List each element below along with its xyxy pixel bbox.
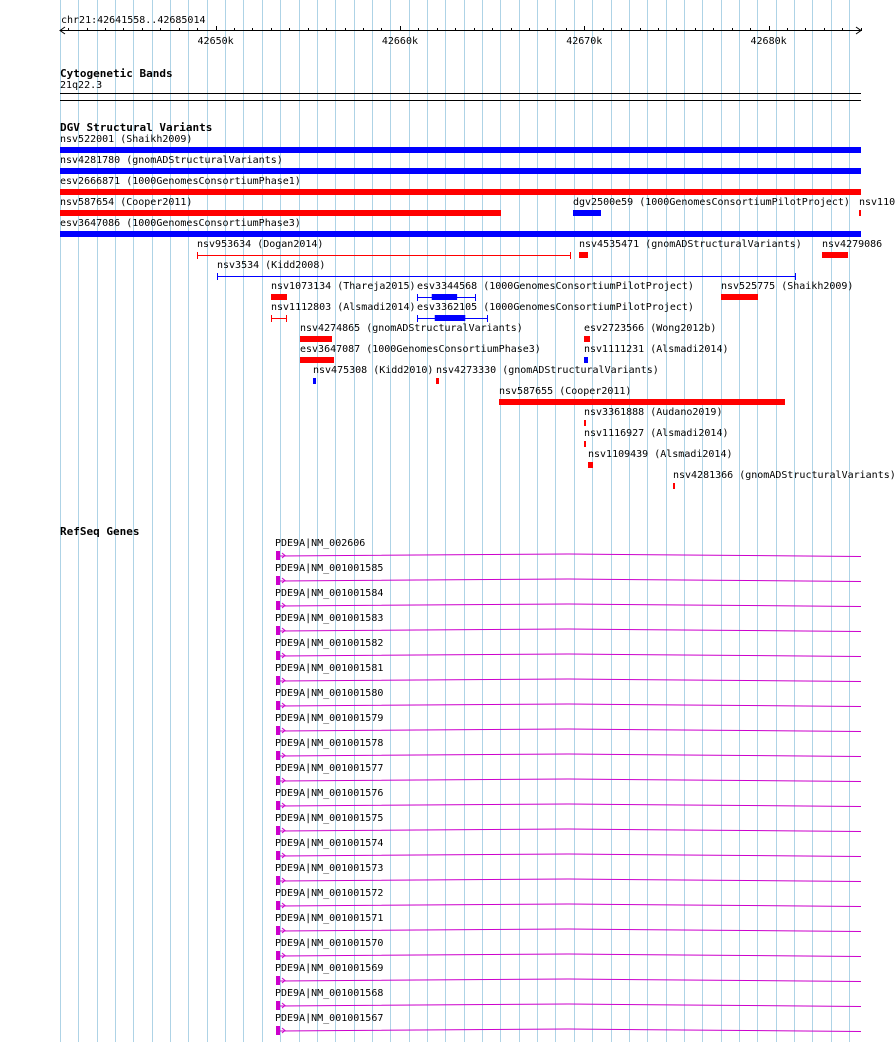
transcript-glyph[interactable] xyxy=(0,875,890,887)
transcript-label[interactable]: PDE9A|NM_001001572 xyxy=(275,888,384,899)
transcript-label[interactable]: PDE9A|NM_001001579 xyxy=(275,713,384,724)
variant-core-bar[interactable] xyxy=(435,315,466,321)
transcript-label[interactable]: PDE9A|NM_001001583 xyxy=(275,613,384,624)
transcript-label[interactable]: PDE9A|NM_001001576 xyxy=(275,788,384,799)
transcript-exon[interactable] xyxy=(276,926,280,935)
transcript-label[interactable]: PDE9A|NM_001001574 xyxy=(275,838,384,849)
transcript-exon[interactable] xyxy=(276,976,280,985)
variant-label[interactable]: nsv4281780 (gnomADStructuralVariants) xyxy=(60,155,283,166)
transcript-exon[interactable] xyxy=(276,576,280,585)
variant-label[interactable]: nsv3361888 (Audano2019) xyxy=(584,407,723,418)
transcript-label[interactable]: PDE9A|NM_001001573 xyxy=(275,863,384,874)
transcript-intron xyxy=(280,979,861,982)
variant-label[interactable]: esv3647086 (1000GenomesConsortiumPhase3) xyxy=(60,218,301,229)
transcript-exon[interactable] xyxy=(276,651,280,660)
transcript-intron xyxy=(280,804,861,807)
variant-bar[interactable] xyxy=(822,252,848,258)
transcript-exon[interactable] xyxy=(276,601,280,610)
transcript-exon[interactable] xyxy=(276,626,280,635)
variant-label[interactable]: nsv587654 (Cooper2011) xyxy=(60,197,193,208)
transcript-exon[interactable] xyxy=(276,726,280,735)
variant-label[interactable]: nsv1109439 (Alsmadi2014) xyxy=(588,449,733,460)
transcript-glyph[interactable] xyxy=(0,725,890,737)
refseq-track-title: RefSeq Genes xyxy=(60,525,140,538)
transcript-label[interactable]: PDE9A|NM_002606 xyxy=(275,538,366,549)
variant-label[interactable]: esv2666871 (1000GenomesConsortiumPhase1) xyxy=(60,176,301,187)
transcript-exon[interactable] xyxy=(276,901,280,910)
transcript-label[interactable]: PDE9A|NM_001001584 xyxy=(275,588,384,599)
transcript-label[interactable]: PDE9A|NM_001001577 xyxy=(275,763,384,774)
variant-bar[interactable] xyxy=(436,378,439,384)
transcript-glyph[interactable] xyxy=(0,700,890,712)
variant-bar[interactable] xyxy=(673,483,675,489)
variant-label[interactable]: nsv525775 (Shaikh2009) xyxy=(721,281,854,292)
variant-bar[interactable] xyxy=(584,357,588,363)
variant-bar[interactable] xyxy=(499,399,785,405)
transcript-label[interactable]: PDE9A|NM_001001571 xyxy=(275,913,384,924)
variant-bar[interactable] xyxy=(584,420,586,426)
transcript-exon[interactable] xyxy=(276,876,280,885)
variant-glyph[interactable] xyxy=(0,252,890,262)
transcript-glyph[interactable] xyxy=(0,850,890,862)
transcript-glyph[interactable] xyxy=(0,675,890,687)
transcript-glyph[interactable] xyxy=(0,1000,890,1012)
variant-bar[interactable] xyxy=(60,168,861,174)
transcript-exon[interactable] xyxy=(276,676,280,685)
cytoband-label: 21q22.3 xyxy=(60,80,103,91)
variant-bar[interactable] xyxy=(721,294,758,300)
transcript-exon[interactable] xyxy=(276,701,280,710)
transcript-glyph[interactable] xyxy=(0,575,890,587)
variant-bar[interactable] xyxy=(588,462,593,468)
variant-label[interactable]: nsv4281366 (gnomADStructuralVariants) xyxy=(673,470,896,481)
variant-bar[interactable] xyxy=(60,231,861,237)
variant-label[interactable]: nsv587655 (Cooper2011) xyxy=(499,386,632,397)
transcript-label[interactable]: PDE9A|NM_001001567 xyxy=(275,1013,384,1024)
cytoband-ideogram-bottom xyxy=(60,100,861,101)
transcript-intron xyxy=(280,1004,861,1007)
transcript-glyph[interactable] xyxy=(0,650,890,662)
cytoband-ideogram-top xyxy=(60,93,861,94)
ruler-tick-label: 42670k xyxy=(566,36,603,47)
transcript-intron xyxy=(280,679,861,682)
transcript-glyph[interactable] xyxy=(0,925,890,937)
transcript-label[interactable]: PDE9A|NM_001001578 xyxy=(275,738,384,749)
variant-label[interactable]: nsv475308 (Kidd2010) xyxy=(313,365,434,376)
transcript-intron xyxy=(280,579,861,582)
transcript-intron xyxy=(280,854,861,857)
variant-label[interactable]: nsv1116927 (Alsmadi2014) xyxy=(584,428,729,439)
transcript-glyph[interactable] xyxy=(0,825,890,837)
transcript-glyph[interactable] xyxy=(0,975,890,987)
transcript-exon[interactable] xyxy=(276,826,280,835)
transcript-intron xyxy=(280,604,861,607)
variant-glyph[interactable] xyxy=(0,420,890,430)
transcript-intron xyxy=(280,1029,861,1032)
transcript-intron xyxy=(280,554,861,557)
transcript-exon[interactable] xyxy=(276,851,280,860)
variant-label[interactable]: nsv3534 (Kidd2008) xyxy=(217,260,326,271)
variant-glyph[interactable] xyxy=(0,441,890,451)
transcript-glyph[interactable] xyxy=(0,800,890,812)
variant-bar[interactable] xyxy=(60,189,861,195)
transcript-intron xyxy=(280,954,861,957)
transcript-label[interactable]: PDE9A|NM_001001581 xyxy=(275,663,384,674)
transcript-glyph[interactable] xyxy=(0,750,890,762)
transcript-glyph[interactable] xyxy=(0,550,890,562)
transcript-glyph[interactable] xyxy=(0,625,890,637)
variant-bar[interactable] xyxy=(584,336,590,342)
transcript-intron xyxy=(280,754,861,757)
variant-label[interactable]: nsv1073134 (Thareja2015) xyxy=(271,281,416,292)
transcript-exon[interactable] xyxy=(276,751,280,760)
transcript-label[interactable]: PDE9A|NM_001001580 xyxy=(275,688,384,699)
variant-bar[interactable] xyxy=(584,441,586,447)
variant-label[interactable]: esv3362105 (1000GenomesConsortiumPilotProject) xyxy=(417,302,694,313)
transcript-intron xyxy=(280,929,861,932)
transcript-exon[interactable] xyxy=(276,1026,280,1035)
transcript-glyph[interactable] xyxy=(0,600,890,612)
variant-glyph[interactable] xyxy=(0,378,890,388)
transcript-label[interactable]: PDE9A|NM_001001569 xyxy=(275,963,384,974)
transcript-glyph[interactable] xyxy=(0,775,890,787)
variant-label[interactable]: dgv2500e59 (1000GenomesConsortiumPilotProject) xyxy=(573,197,850,208)
variant-bar[interactable] xyxy=(859,210,861,216)
variant-label[interactable]: esv3647087 (1000GenomesConsortiumPhase3) xyxy=(300,344,541,355)
variant-label[interactable]: esv2723566 (Wong2012b) xyxy=(584,323,717,334)
ruler-tick-label: 42680k xyxy=(750,36,787,47)
transcript-label[interactable]: PDE9A|NM_001001570 xyxy=(275,938,384,949)
variant-glyph[interactable] xyxy=(0,399,890,409)
transcript-glyph[interactable] xyxy=(0,950,890,962)
transcript-exon[interactable] xyxy=(276,1001,280,1010)
variant-label[interactable]: nsv4273330 (gnomADStructuralVariants) xyxy=(436,365,659,376)
transcript-intron xyxy=(280,904,861,907)
transcript-label[interactable]: PDE9A|NM_001001575 xyxy=(275,813,384,824)
transcript-exon[interactable] xyxy=(276,551,280,560)
transcript-intron xyxy=(280,729,861,732)
transcript-intron xyxy=(280,829,861,832)
transcript-intron xyxy=(280,704,861,707)
transcript-intron xyxy=(280,629,861,632)
ruler-tick-label: 42660k xyxy=(381,36,418,47)
variant-glyph[interactable] xyxy=(0,483,890,493)
cytoband-track-title: Cytogenetic Bands xyxy=(60,67,173,80)
dgv-track-title: DGV Structural Variants xyxy=(60,121,213,134)
transcript-exon[interactable] xyxy=(276,951,280,960)
transcript-glyph[interactable] xyxy=(0,900,890,912)
transcript-intron xyxy=(280,779,861,782)
variant-label[interactable]: nsv1111231 (Alsmadi2014) xyxy=(584,344,729,355)
variant-label[interactable]: esv3344568 (1000GenomesConsortiumPilotProject) xyxy=(417,281,694,292)
variant-label[interactable]: nsv953634 (Dogan2014) xyxy=(197,239,324,250)
transcript-label[interactable]: PDE9A|NM_001001582 xyxy=(275,638,384,649)
position-ruler[interactable] xyxy=(0,0,890,50)
transcript-label[interactable]: PDE9A|NM_001001568 xyxy=(275,988,384,999)
transcript-exon[interactable] xyxy=(276,776,280,785)
variant-label[interactable]: nsv522001 (Shaikh2009) xyxy=(60,134,193,145)
transcript-glyph[interactable] xyxy=(0,1025,890,1037)
variant-label[interactable]: nsv4274865 (gnomADStructuralVariants) xyxy=(300,323,523,334)
transcript-intron xyxy=(280,879,861,882)
variant-label[interactable]: nsv110 xyxy=(859,197,896,208)
transcript-intron xyxy=(280,654,861,657)
variant-label[interactable]: nsv4535471 (gnomADStructuralVariants) xyxy=(579,239,802,250)
locus-label: chr21:42641558..42685014 xyxy=(61,15,206,26)
variant-label[interactable]: nsv1112803 (Alsmadi2014) xyxy=(271,302,416,313)
variant-label[interactable]: nsv4279086 xyxy=(822,239,883,250)
variant-bar[interactable] xyxy=(60,147,861,153)
transcript-label[interactable]: PDE9A|NM_001001585 xyxy=(275,563,384,574)
ruler-tick-label: 42650k xyxy=(197,36,234,47)
transcript-exon[interactable] xyxy=(276,801,280,810)
